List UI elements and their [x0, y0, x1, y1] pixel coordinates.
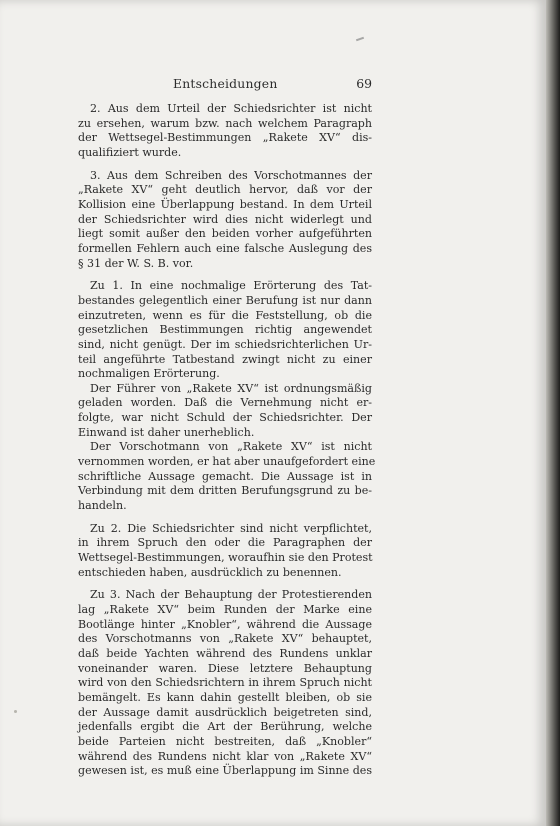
text-line: einzutreten, wenn es für die Feststellung, ob die — [78, 308, 372, 322]
text-line: „Rakete XV“ geht deutlich hervor, daß vor der — [78, 183, 372, 197]
text-line: Wettsegel-Bestimmungen, woraufhin sie den Protest — [78, 551, 373, 565]
text-line: der Aussage damit ausdrücklich beigetreten sind, — [78, 705, 372, 719]
text-line: der Schiedsrichter wird dies nicht widerlegt und — [78, 212, 372, 226]
text-line: daß beide Yachten während des Rundens unklar — [78, 646, 372, 660]
text-line: jedenfalls ergibt die Art der Berührung, welche — [78, 720, 372, 734]
paragraph-zu-3 — [78, 588, 372, 779]
text-line: entschieden haben, ausdrücklich zu benennen. — [78, 565, 342, 579]
text-line: Einwand ist daher unerheblich. — [78, 425, 255, 439]
text-line: der Wettsegel-Bestimmungen „Rakete XV“ dis- — [78, 131, 372, 145]
text-line: in ihrem Spruch den oder die Paragraphen der — [78, 536, 372, 550]
text-line: liegt somit außer den beiden vorher aufgeführten — [78, 227, 372, 241]
text-line: 2. Aus dem Urteil der Schiedsrichter ist nicht — [90, 102, 372, 115]
text-line: geladen worden. Daß die Vernehmung nicht er- — [78, 396, 372, 410]
paper-speck — [14, 710, 17, 713]
text-line: formellen Fehlern auch eine falsche Auslegung des — [78, 241, 372, 255]
paragraph-2 — [78, 102, 372, 161]
book-spine-shadow — [546, 0, 560, 826]
text-line: lag „Rakete XV“ beim Runden der Marke eine — [78, 603, 372, 616]
text-line: folgte, war nicht Schuld der Schiedsrichter. Der — [78, 411, 372, 425]
text-line: Zu 1. In eine nochmalige Erörterung des Tat- — [90, 279, 372, 293]
text-line: qualifiziert wurde. — [78, 145, 182, 159]
text-line: teil angeführte Tatbestand zwingt nicht zu einer — [78, 352, 372, 366]
text-line: zu ersehen, warum bzw. nach welchem Paragraph — [78, 116, 372, 130]
text-line: beide Parteien nicht bestreiten, daß „Knobler“ — [78, 734, 372, 748]
text-line: Verbindung mit dem dritten Berufungsgrund zu be- — [78, 484, 372, 498]
text-line: schriftliche Aussage gemacht. Die Aussage ist in — [78, 469, 372, 483]
text-line: sind, nicht genügt. Der im schiedsrichterlichen Ur- — [78, 337, 372, 351]
paragraph-vorschotmann — [78, 440, 376, 513]
text-line: während des Rundens nicht klar von „Rakete XV“ — [78, 749, 372, 763]
text-line: § 31 der W. S. B. vor. — [78, 256, 194, 270]
text-line: Bootlänge hinter „Knobler“, während die Aussage — [78, 617, 372, 631]
paragraph-zu-2 — [78, 522, 372, 581]
body-text — [78, 102, 376, 779]
paragraph-3 — [78, 169, 372, 272]
text-line: Kollision eine Überlappung bestand. In dem Urteil — [78, 197, 372, 211]
paragraph-fuehrer — [78, 382, 372, 441]
page-number: 69 — [356, 76, 372, 91]
text-line: Der Führer von „Rakete XV“ ist ordnungsmäßig — [90, 381, 372, 395]
text-line: Zu 3. Nach der Behauptung der Protestierenden — [90, 588, 372, 602]
running-title: Entscheidungen — [173, 76, 278, 91]
paragraph-zu-1 — [78, 279, 372, 382]
text-line: bemängelt. Es kann dahin gestellt bleiben, ob sie — [78, 690, 372, 704]
text-line: handeln. — [78, 499, 127, 513]
text-line: vernommen worden, er hat aber unaufgefordert eine — [78, 455, 376, 469]
text-line: wird von den Schiedsrichtern in ihrem Spruch nicht — [78, 676, 372, 690]
pencil-mark — [356, 37, 364, 42]
text-line: des Vorschotmanns von „Rakete XV“ behauptet, — [78, 632, 372, 646]
text-line: nochmaligen Erörterung. — [78, 367, 220, 381]
text-line: 3. Aus dem Schreiben des Vorschotmannes der — [90, 168, 372, 182]
text-line: Der Vorschotmann von „Rakete XV“ ist nicht — [90, 440, 372, 454]
text-line: gesetzlichen Bestimmungen richtig angewendet — [78, 323, 372, 337]
text-line: Zu 2. Die Schiedsrichter sind nicht verpflichtet, — [90, 521, 372, 535]
text-line: bestandes gelegentlich einer Berufung ist nur dann — [78, 293, 372, 307]
text-line: gewesen ist, es muß eine Überlappung im Sinne des — [78, 764, 372, 778]
text-line: voneinander waren. Diese letztere Behauptung — [78, 661, 372, 675]
